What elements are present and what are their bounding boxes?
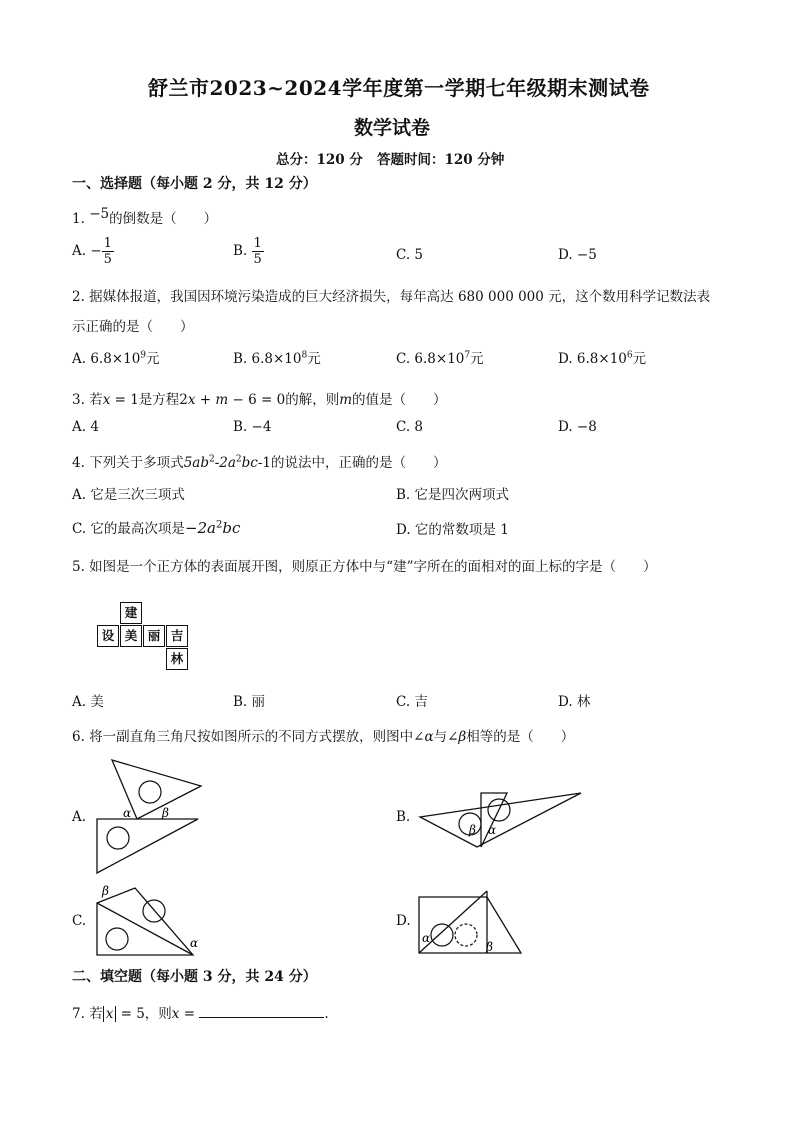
q3-option-c[interactable]: C. 8	[396, 419, 424, 435]
section-heading-choice: 一、选择题（每小题 2 分，共 12 分）	[72, 176, 317, 192]
q5-option-b[interactable]: B. 丽	[233, 694, 266, 710]
triangle-figure-a	[90, 755, 210, 880]
svg-text:β: β	[469, 823, 476, 837]
q2-option-c[interactable]: C. $6.8\times 10^7$元	[396, 350, 484, 367]
question-number: 1.	[72, 211, 85, 227]
q2-option-d[interactable]: D. $6.8\times 10^6$元	[558, 350, 647, 367]
fraction: $\frac{1}{5}$	[253, 236, 262, 267]
net-cell: 设	[97, 625, 119, 647]
q6-option-a[interactable]: A.	[72, 809, 87, 825]
net-cell-top: 建	[120, 602, 142, 624]
net-cell-bottom: 林	[166, 648, 188, 670]
question-3: 3. 若x = 1是方程2x + m − 6 = 0的解，则m的值是（ ）	[72, 392, 447, 408]
svg-text:β: β	[486, 940, 493, 954]
q6-option-b[interactable]: B.	[396, 809, 411, 825]
q1-value: −5	[89, 206, 110, 222]
svg-text:β: β	[102, 884, 109, 898]
page-title: 舒兰市2023~2024学年度第一学期七年级期末测试卷	[148, 76, 650, 100]
q6-option-c[interactable]: C.	[72, 913, 87, 929]
svg-text:α: α	[190, 936, 199, 950]
q5-option-d[interactable]: D. 林	[558, 694, 591, 710]
svg-text:α: α	[488, 823, 497, 837]
svg-text:α: α	[422, 931, 431, 945]
net-cell: 美	[120, 625, 142, 647]
section-heading-fill: 二、填空题（每小题 3 分，共 24 分）	[72, 969, 317, 985]
triangle-figure-c	[92, 883, 207, 963]
q1-text: 的倒数是（ ）	[109, 211, 218, 227]
answer-blank[interactable]	[199, 1003, 324, 1018]
question-5: 5. 如图是一个正方体的表面展开图，则原正方体中与“建”字所在的面相对的面上标的字是（ ）	[72, 559, 657, 575]
q4-option-b[interactable]: B. 它是四次两项式	[396, 487, 510, 503]
q1-option-a[interactable]: A. − $\frac{1}{5}$	[72, 236, 112, 267]
q5-option-c[interactable]: C. 吉	[396, 694, 428, 710]
triangle-figure-b	[415, 785, 585, 855]
q1-option-d[interactable]: D. −5	[558, 247, 597, 263]
q4-option-c[interactable]: C. 它的最高次项是$-2a^2bc$	[72, 519, 241, 537]
q2-option-b[interactable]: B. $6.8\times 10^8$元	[233, 350, 321, 367]
exam-meta: 总分：120 分 答题时间：120 分钟	[276, 152, 505, 168]
question-6: 6. 将一副直角三角尺按如图所示的不同方式摆放，则图中∠α与∠β相等的是（ ）	[72, 729, 575, 745]
q1-option-b[interactable]: B. $\frac{1}{5}$	[233, 236, 262, 267]
page-subtitle: 数学试卷	[354, 117, 431, 139]
question-7: 7. 若 x = 5，则x = .	[72, 1002, 329, 1022]
q4-option-a[interactable]: A. 它是三次三项式	[72, 487, 185, 503]
net-cell: 丽	[143, 625, 165, 647]
q4-option-d[interactable]: D. 它的常数项是 1	[396, 522, 509, 538]
q5-option-a[interactable]: A. 美	[72, 694, 104, 710]
beta-label: β	[162, 806, 169, 820]
q3-option-d[interactable]: D. −8	[558, 419, 597, 435]
question-2-line1: 2. 据媒体报道，我国因环境污染造成的巨大经济损失，每年高达 680 000 000 元，这个数用科学记数法表	[72, 289, 711, 305]
question-1	[72, 207, 217, 227]
alpha-label: α	[123, 806, 132, 820]
q3-option-a[interactable]: A. 4	[72, 419, 99, 435]
question-4: 4. 下列关于多项式$5ab^2-2a^2bc-1$的说法中，正确的是（ ）	[72, 454, 447, 471]
net-cell: 吉	[166, 625, 188, 647]
q6-option-d[interactable]: D.	[396, 913, 411, 929]
fraction: $\frac{1}{5}$	[103, 236, 112, 267]
q3-option-b[interactable]: B. −4	[233, 419, 272, 435]
q2-option-a[interactable]: A. $6.8\times 10^9$元	[72, 350, 160, 367]
triangle-figure-d	[414, 887, 526, 957]
question-2-line2: 示正确的是（ ）	[72, 319, 194, 335]
q1-option-c[interactable]: C. 5	[396, 247, 424, 263]
